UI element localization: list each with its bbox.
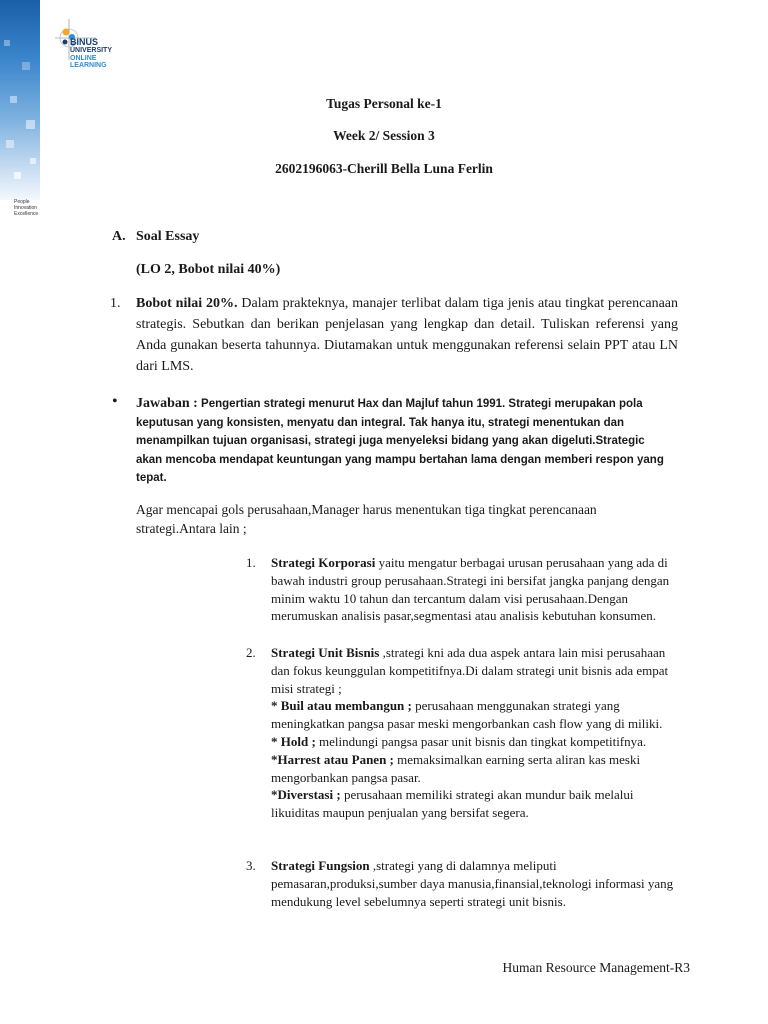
strategy-text: ,strategi kni ada dua aspek antara lain misi perusahaan dan fokus keunggulan kompetitifnya.Di dalam strategi unit bisnis ada empat misi strategi ; — [271, 645, 669, 696]
logo-university: UNIVERSITY — [70, 47, 113, 54]
tagline-innovation: Innovation — [14, 205, 38, 211]
logo-online: ONLINE — [70, 54, 97, 62]
section-letter: A. — [112, 229, 126, 244]
sub-strategy — [271, 733, 676, 751]
answer-text: Pengertian strategi menurut Hax dan Majluf tahun 1991. Strategi merupakan pola keputusan yang konsisten, menyatu dan integral. Tak hanya itu, strategi menentukan dan menampilkan tujuan organisasi, strategi juga menyeleksi bidang yang akan digeluti.Strategic akan mencoba mendapat keuntungan yang mampu bertahan lama dengan memberi respon yang tepat. — [136, 398, 664, 484]
sub-strategy-text: melindungi pangsa pasar unit bisnis dan tingkat kompetitifnya. — [315, 733, 647, 749]
strategy-text: yaitu mengatur berbagai urusan perusahaan yang ada di bawah industri group perusahaan.Strategi ini bersifat jangka panjang dengan minim waktu 10 tahun dan tercantum dalam visi perusahaan.Dengan merumuskan analisis pasar,segmentasi atau analisis kebutuhan konsumen. — [271, 555, 670, 624]
student-id-name: 2602196063-Cherill Bella Luna Ferlin — [275, 161, 493, 176]
sub-strategy-title: *Diverstasi ; — [271, 787, 341, 803]
logo-learning: LEARNING — [70, 62, 107, 69]
strategy-number: 3. — [246, 858, 256, 873]
strategy-title: Strategi Fungsion — [271, 858, 370, 873]
assignment-title: Tugas Personal ke-1 — [326, 96, 442, 111]
tagline-people: People — [14, 199, 30, 205]
sub-strategy-title: *Harrest atau Panen ; — [271, 751, 394, 767]
sub-strategy-text: perusahaan memiliki strategi akan mundur baik melalui likuiditas maupun penjualan yang bersifat segera. — [271, 787, 634, 821]
sub-strategy-title: * Buil atau membangun ; — [271, 698, 412, 714]
strategy-item — [246, 554, 676, 625]
sub-strategy — [271, 751, 676, 787]
question-weight: Bobot nilai 20%. — [136, 296, 238, 311]
sub-strategy — [271, 786, 676, 822]
answer-block — [110, 395, 670, 488]
section-title: Soal Essay — [136, 229, 200, 244]
strategy-text: ,strategi yang di dalamnya meliputi pemasaran,produksi,sumber daya manusia,finansial,teknologi informasi yang mendukung level sebelumnya seperti strategi unit bisnis. — [271, 858, 674, 909]
answer-label: Jawaban : — [136, 396, 198, 411]
brand-tagline — [14, 199, 38, 217]
sub-strategy — [271, 697, 676, 733]
question-1 — [110, 293, 678, 377]
strategy-item — [246, 644, 676, 822]
logo-binus: BINUS — [70, 37, 99, 47]
answer-bullet: • — [112, 393, 118, 410]
strategy-title: Strategi Unit Bisnis — [271, 645, 380, 660]
week-session: Week 2/ Session 3 — [333, 128, 435, 143]
tagline-excellence: Excellence — [14, 211, 39, 217]
question-number: 1. — [110, 296, 121, 311]
learning-outcome: (LO 2, Bobot nilai 40%) — [136, 262, 281, 277]
strategy-title: Strategi Korporasi — [271, 555, 376, 570]
strategy-item — [246, 857, 676, 910]
sub-strategy-text: perusahaan menggunakan strategi yang meningkatkan pangsa pasar meski mengorbankan cash flow yang di miliki. — [271, 698, 663, 732]
sub-strategy-title: * Hold ; — [271, 733, 316, 749]
course-footer: Human Resource Management-R3 — [502, 960, 690, 975]
strategy-number: 2. — [246, 645, 256, 660]
question-text: Dalam prakteknya, manajer terlibat dalam tiga jenis atau tingkat perencanaan strategis. Sebutkan dan berikan penjelasan yang lengkap dan detail. Tuliskan referensi yang Anda gunakan beserta tahunnya. Diutamakan untuk menggunakan referensi selain PPT atau LN dari LMS. — [136, 296, 678, 374]
answer-intro: Agar mencapai gols perusahaan,Manager harus menentukan tiga tingkat perencanaan strategi.Antara lain ; — [136, 502, 597, 536]
logo-wordmark — [70, 37, 112, 70]
strategy-number: 1. — [246, 555, 256, 570]
sub-strategy-text: memaksimalkan earning serta aliran kas meski mengorbankan pangsa pasar. — [271, 751, 641, 785]
